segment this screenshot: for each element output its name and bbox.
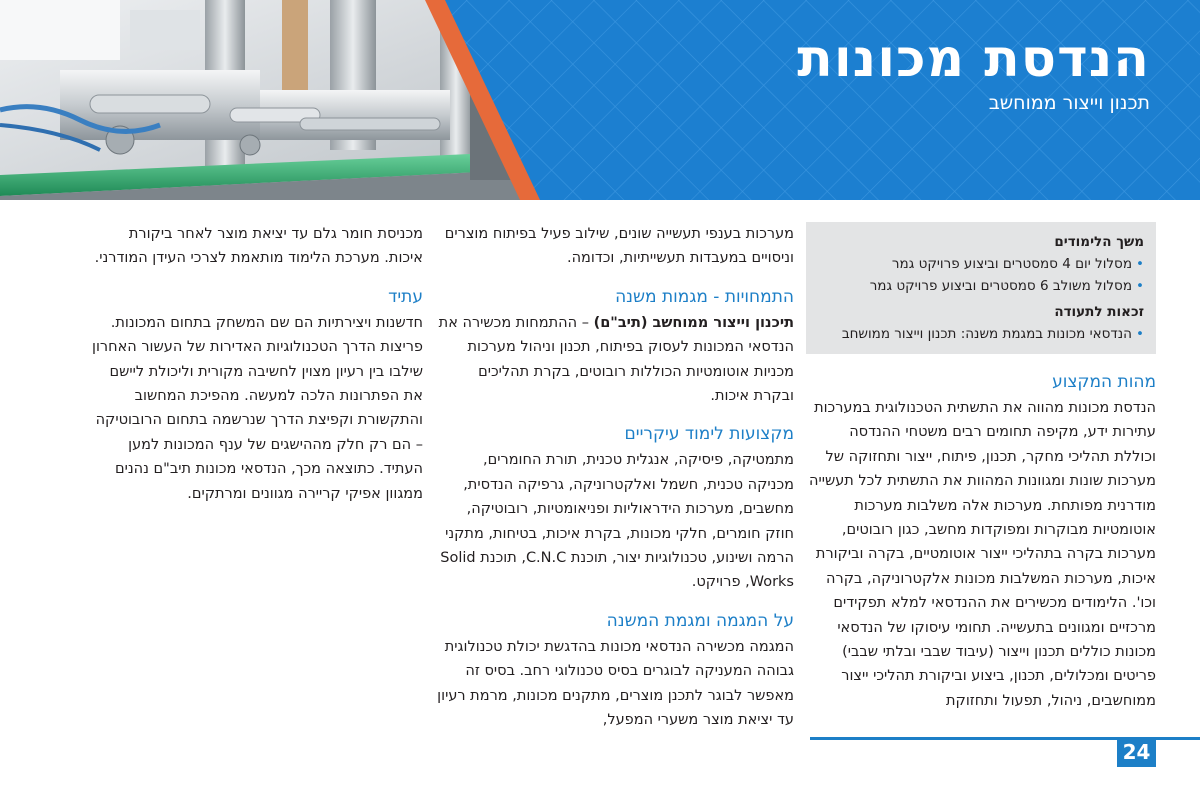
essence-continuation: מערכות בענפי תעשייה שונים, שילוב פעיל בפיתוח מוצרים וניסויים במעבדות תעשייתיות, וכדומה. [444, 226, 794, 267]
specialization-description: – ההתמחות מכשירה את הנדסאי המכונות לעסוק בפיתוח, תכנון וניהול מערכות מכניות אוטומטיות הכוללות רובוטים, בקרת תהליכים ובקרת איכות. [438, 314, 794, 405]
page-number: 24 [1117, 737, 1156, 767]
info-box [806, 222, 1156, 354]
future-heading: עתיד [388, 286, 423, 307]
column-middle [437, 222, 794, 733]
about-heading: על המגמה ומגמת המשנה [606, 610, 794, 631]
essence-text: הנדסת מכונות מהווה את התשתית הטכנולוגית במערכות עתירות ידע, מקיפה תחומים רבים משטחי ההנדסה וכוללת תהליכי מחקר, תכנון, פיתוח, ייצור ותחזוקה של מערכות שונות ומגוונות המהוות את התשתית לכל תעשייה מודרנית מפותחת. מערכות אלה משלבות מערכות אוטומטיות מבוקרות ומפוקדות מחשב, כגון רובוטים, מערכות בקרה בתהליכי ייצור אוטומטיים, בקרה וביקורת איכות, מערכות המשלבות מכונות אלקטרוניקה, בקרה וכו'. הלימודים מכשירים את ההנדסאי למלא תפקידים מרכזיים ומגוונים בתעשייה. תחומי עיסוקו של הנדסאי מכונות כוללים תכנון וייצור (עיבוד שבבי ובלתי שבבי) פריטים ומכלולים, תכנון, ביצוע וביקורת תהליכי ייצור ממוחשבים, ניהול, תפעול ותחזוקת [808, 400, 1156, 709]
page-header [0, 0, 1200, 200]
title-block [797, 28, 1150, 114]
certificate-item: • הנדסאי מכונות במגמת משנה: תכנון וייצור ממושחב [816, 323, 1144, 345]
column-right [806, 222, 1156, 713]
duration-item: • מסלול יום 4 סמסטרים וביצוע פרויקט גמר [816, 253, 1144, 275]
specialization-heading: התמחויות - מגמות משנה [615, 286, 794, 307]
duration-heading: משך הלימודים [1054, 234, 1144, 250]
duration-list [816, 253, 1144, 297]
about-continuation: מכניסת חומר גלם עד יציאת מוצר לאחר ביקורת איכות. מערכת הלימוד מותאמת לצרכי העידן המודרני. [94, 226, 423, 267]
page-title: הנדסת מכונות [797, 29, 1150, 89]
subjects-heading: מקצועות לימוד עיקריים [624, 424, 794, 445]
specialization-text [437, 311, 794, 409]
specialization-name: תיכנון וייצור ממוחשב (תיב"ם) [593, 314, 794, 331]
page-subtitle: תכנון וייצור ממוחשב [988, 92, 1150, 114]
column-left [90, 222, 423, 506]
certificate-list [816, 323, 1144, 345]
future-text: חדשנות ויצירתיות הם שם המשחק בתחום המכונות. פריצות הדרך הטכנולוגיות האדירות של העשור האחרון שילבו בין רעיון מצוין לחשיבה מקורית וליכולת ליישם את הפתרונות הלכה למעשה. מהפיכת המחשוב והתקשורת וקפיצת הדרך שנרשמה בתחום הרובוטיקה – הם רק חלק מההישגים של ענף המכונות למען העתיד. כתוצאה מכך, הנדסאי מכונות תיב"ם נהנים ממגוון אפיקי קריירה מגוונים ומרתקים. [92, 314, 423, 502]
about-text: המגמה מכשירה הנדסאי מכונות בהדגשת יכולת טכנולוגית גבוהה המעניקה לבוגרים בסיס טכנולוגי רחב. בסיס זה מאפשר לבוגר לתכנן מוצרים, מתקנים מכונות, מרמת רעיון עד יציאת מוצר משערי המפעל, [437, 638, 794, 729]
subjects-text: מתמטיקה, פיסיקה, אנגלית טכנית, תורת החומרים, מכניקה טכנית, חשמל ואלקטרוניקה, גרפיקה הנדסית, מחשבים, מערכות הידראוליות ופניאומטיות, רובוטיקה, חוזק חומרים, חלקי מכונות, בקרת איכות, בטיחות, מתקני הרמה ושינוע, טכנולוגיות יצור, תוכנת C.N.C, תוכנת Solid Works, פרויקט. [440, 452, 794, 591]
essence-heading: מהות המקצוע [1052, 372, 1156, 392]
certificate-heading: זכאות לתעודה [1054, 304, 1144, 320]
duration-item: • מסלול משולב 6 סמסטרים וביצוע פרויקט גמר [816, 275, 1144, 297]
